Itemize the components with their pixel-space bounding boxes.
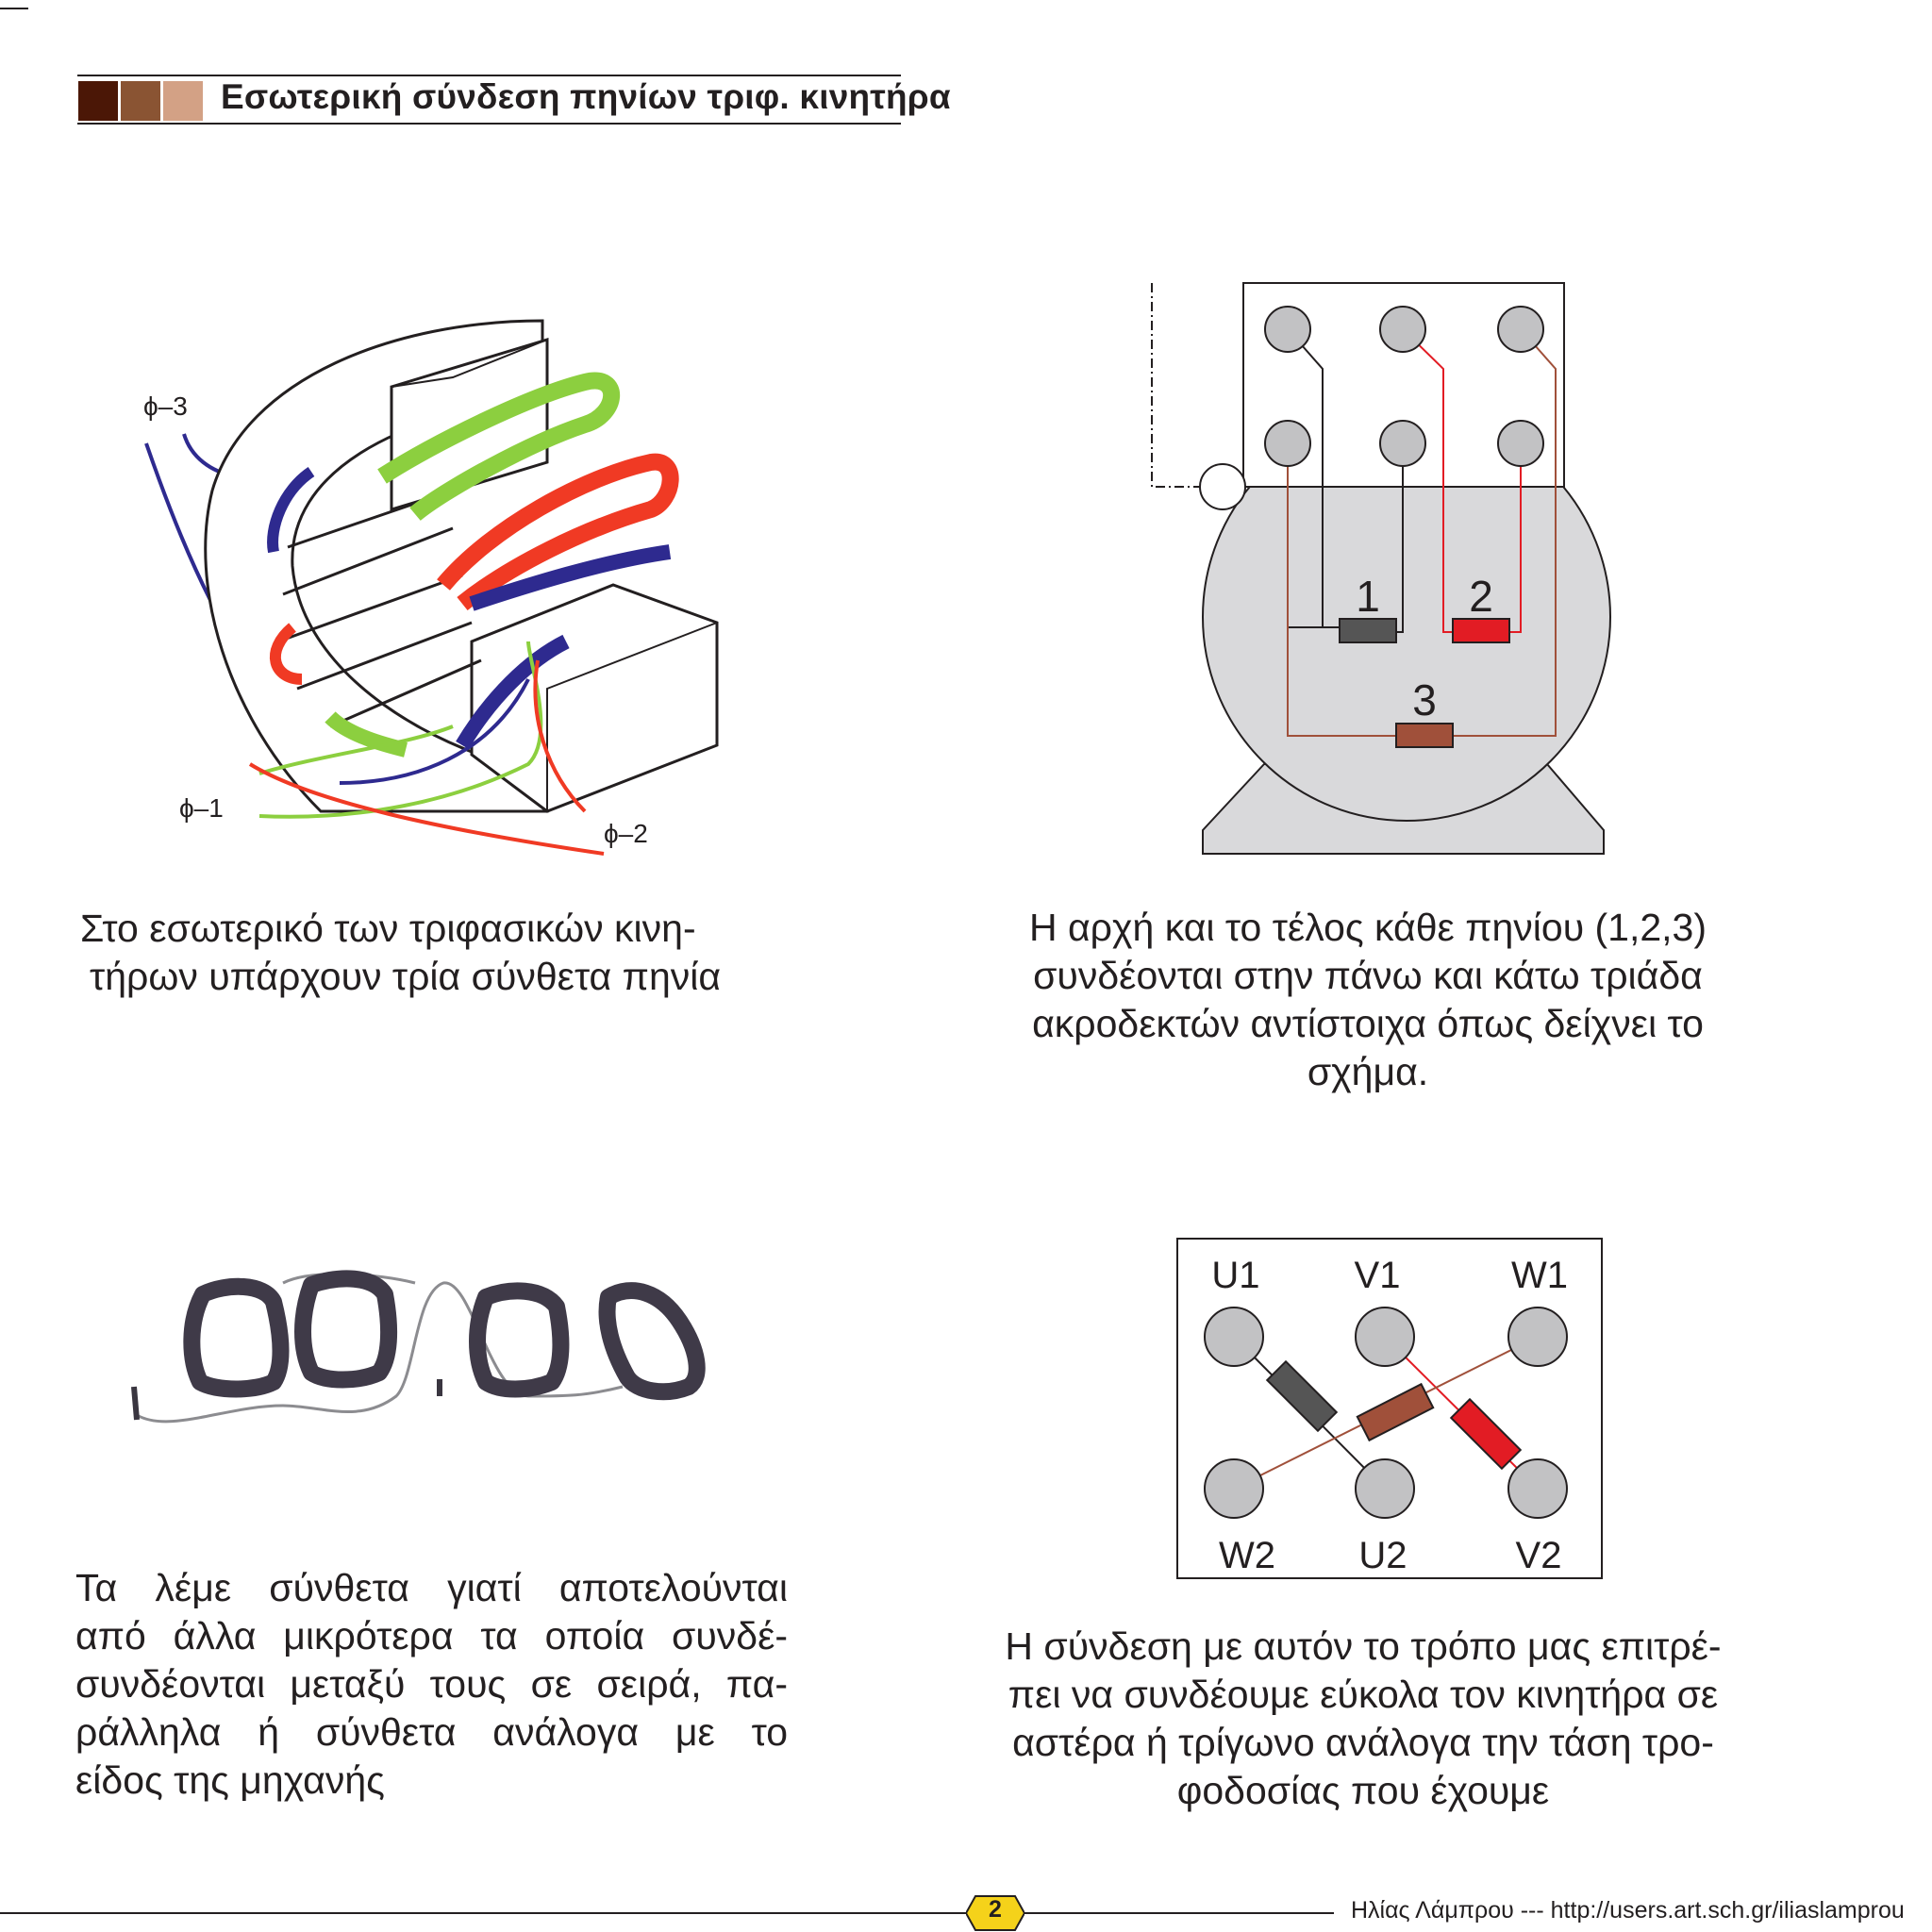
text-block-1 bbox=[80, 905, 807, 1001]
header-square-medium bbox=[121, 81, 160, 121]
terminal-W1 bbox=[1508, 1307, 1567, 1366]
coil-1-label: 1 bbox=[1356, 572, 1380, 621]
coil-2 bbox=[1453, 619, 1509, 642]
text-line: πει να συνδέουμε εύκολα τον κινητήρα σε bbox=[1008, 1673, 1719, 1716]
ground-wire bbox=[1152, 283, 1222, 487]
text-block-3 bbox=[75, 1564, 788, 1805]
text-line: Η σύνδεση με αυτόν το τρόπο μας επιτρέ- bbox=[1005, 1624, 1722, 1668]
terminal-W2 bbox=[1205, 1459, 1263, 1518]
text-line: ράλληλα ή σύνθετα ανάλογα με το bbox=[75, 1710, 788, 1754]
terminal-U2 bbox=[1356, 1459, 1414, 1518]
coil-loop-4 bbox=[608, 1291, 697, 1391]
text-block-4 bbox=[948, 1623, 1778, 1815]
coil-3 bbox=[1396, 724, 1453, 747]
phase3-label: ϕ–3 bbox=[143, 391, 188, 421]
label-V1: V1 bbox=[1354, 1255, 1401, 1296]
text-line: συνδέονται στην πάνω και κάτω τριάδα bbox=[1033, 954, 1703, 997]
footer-line-right bbox=[1023, 1912, 1334, 1914]
label-U2: U2 bbox=[1358, 1535, 1407, 1576]
text-line: Η αρχή και το τέλος κάθε πηνίου (1,2,3) bbox=[1028, 906, 1707, 949]
label-W1: W1 bbox=[1511, 1255, 1568, 1296]
text-line: ακροδεκτών αντίστοιχα όπως δείχνει το bbox=[1032, 1002, 1704, 1045]
coil-loop-3 bbox=[477, 1291, 560, 1389]
coil-3-label: 3 bbox=[1412, 675, 1437, 724]
motor-terminal-figure bbox=[1141, 274, 1632, 858]
text-line: σχήμα. bbox=[1307, 1050, 1429, 1093]
label-W2: W2 bbox=[1219, 1535, 1275, 1576]
text-line: τήρων υπάρχουν τρία σύνθετα πηνία bbox=[90, 955, 722, 998]
terminal-board-figure bbox=[1174, 1236, 1608, 1585]
label-V2: V2 bbox=[1515, 1535, 1562, 1576]
page-title: Εσωτερική σύνδεση πηνίων τριφ. κινητήρα bbox=[221, 77, 951, 116]
text-line: φοδοσίας που έχουμε bbox=[1176, 1769, 1550, 1812]
coil-loop-2 bbox=[303, 1278, 389, 1379]
terminal-U1 bbox=[1205, 1307, 1263, 1366]
text-line: Τα λέμε σύνθετα γιατί αποτελούνται bbox=[75, 1566, 788, 1609]
text-line: συνδέονται μεταξύ τους σε σειρά, πα- bbox=[75, 1662, 788, 1706]
stator-bottom-block bbox=[472, 585, 717, 811]
text-block-2 bbox=[981, 904, 1755, 1096]
text-line: από άλλα μικρότερα τα οποία συνδέ- bbox=[75, 1614, 788, 1657]
header-top-line bbox=[77, 75, 901, 76]
text-line: Στο εσωτερικό των τριφασικών κινη- bbox=[80, 907, 696, 950]
label-U1: U1 bbox=[1211, 1255, 1260, 1296]
footer-author-link[interactable]: Ηλίας Λάμπρου --- http://users.art.sch.gr/iliaslamprou bbox=[1351, 1897, 1905, 1924]
coil-2-label: 2 bbox=[1469, 572, 1493, 621]
text-line: είδος της μηχανής bbox=[75, 1758, 385, 1802]
page-number: 2 bbox=[989, 1896, 1002, 1923]
phase2-label: ϕ–2 bbox=[604, 819, 648, 848]
text-line: αστέρα ή τρίγωνο ανάλογα την τάση τρο- bbox=[1012, 1721, 1714, 1764]
terminal-V1 bbox=[1356, 1307, 1414, 1366]
stator-coils-figure bbox=[123, 274, 745, 877]
corner-mark bbox=[0, 8, 28, 9]
header-square-dark bbox=[78, 81, 118, 121]
header-square-light bbox=[163, 81, 203, 121]
coil-loop-1 bbox=[192, 1287, 280, 1390]
phase1-label: ϕ–1 bbox=[179, 793, 224, 823]
terminal-V2 bbox=[1508, 1459, 1567, 1518]
coil-1 bbox=[1340, 619, 1396, 642]
footer-line-left bbox=[0, 1912, 968, 1914]
ground-terminal bbox=[1200, 464, 1245, 509]
coils-photo bbox=[123, 1264, 717, 1434]
header-bottom-line bbox=[77, 123, 901, 125]
